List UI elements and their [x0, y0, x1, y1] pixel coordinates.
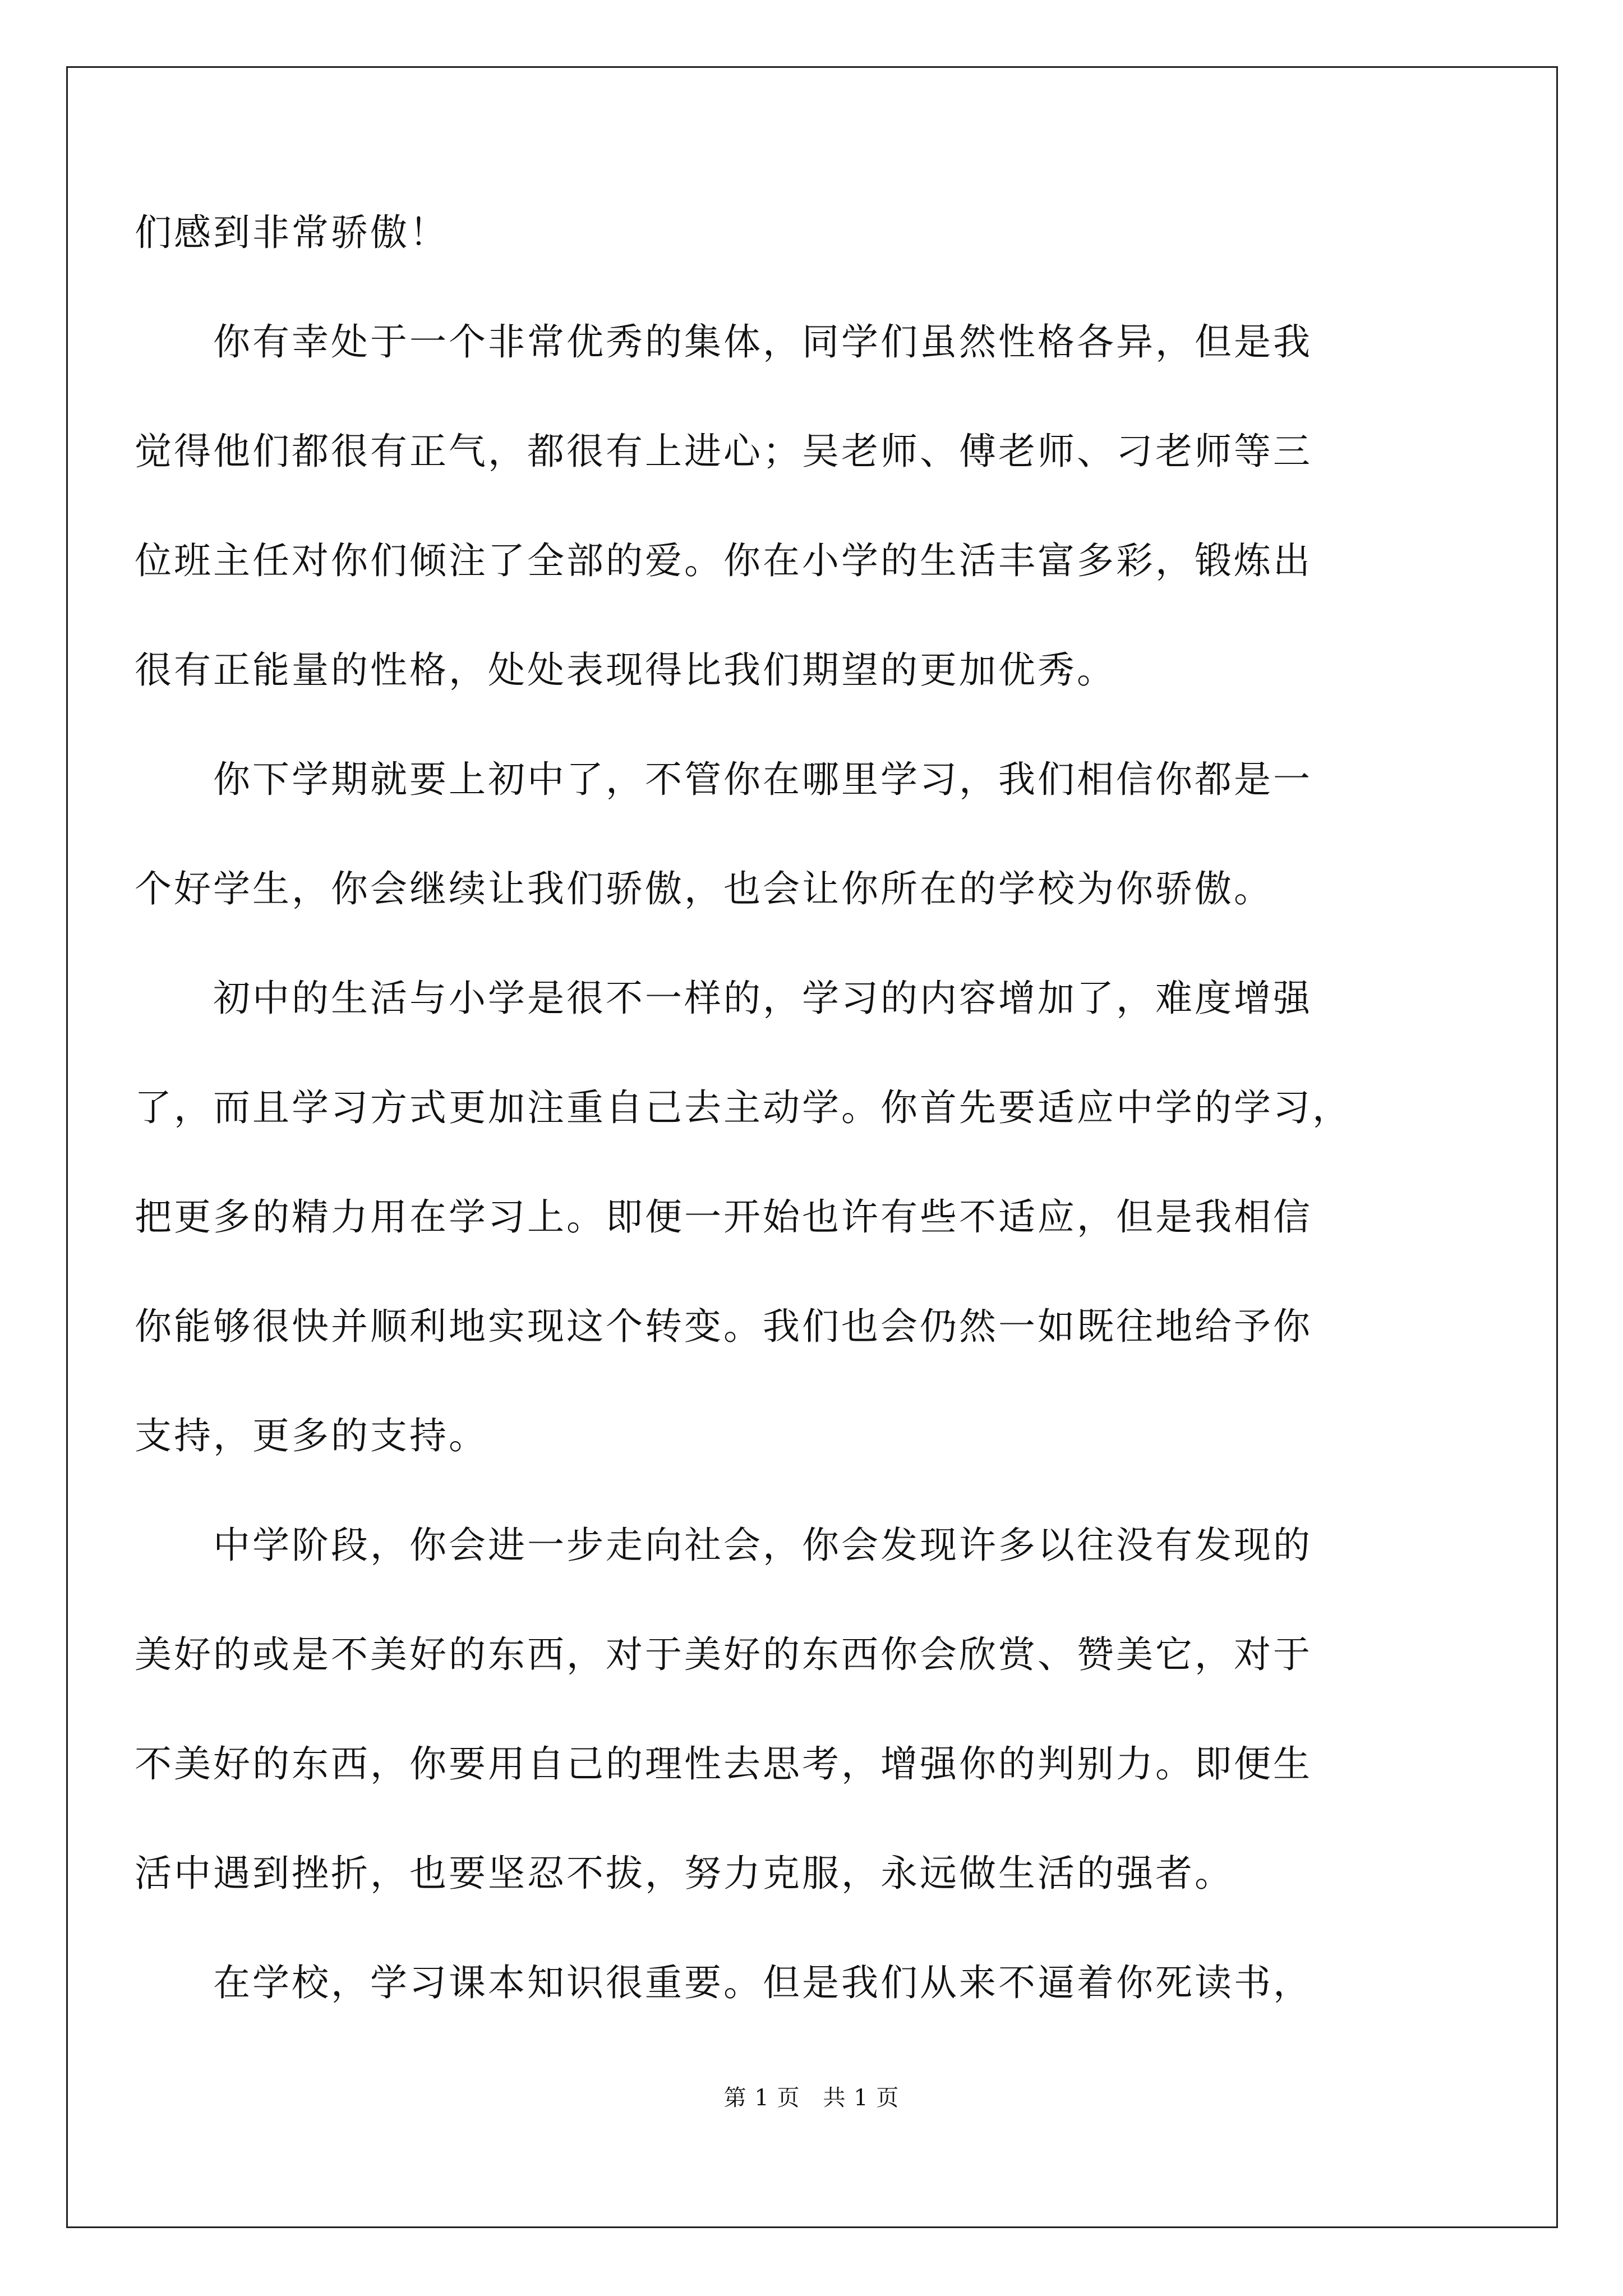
text-line: 活中遇到挫折，也要坚忍不拔，努力克服，永远做生活的强者。	[135, 1852, 1234, 1895]
text-line: 不美好的东西，你要用自己的理性去思考，增强你的判别力。即便生	[135, 1742, 1312, 1786]
text-line: 初中的生活与小学是很不一样的，学习的内容增加了，难度增强	[213, 977, 1312, 1020]
text-line: 你能够很快并顺利地实现这个转变。我们也会仍然一如既往地给予你	[135, 1305, 1312, 1348]
text-line: 很有正能量的性格，处处表现得比我们期望的更加优秀。	[135, 648, 1116, 692]
text-line: 个好学生，你会继续让我们骄傲，也会让你所在的学校为你骄傲。	[135, 867, 1273, 910]
page-number-footer: 第 1 页 共 1 页	[723, 2085, 900, 2111]
text-line: 支持，更多的支持。	[135, 1414, 488, 1457]
text-line: 们感到非常骄傲！	[135, 211, 449, 254]
page-border	[66, 66, 1558, 2228]
text-line: 美好的或是不美好的东西，对于美好的东西你会欣赏、赞美它，对于	[135, 1633, 1312, 1676]
text-line: 觉得他们都很有正气，都很有上进心；吴老师、傅老师、刁老师等三	[135, 430, 1312, 473]
text-line: 在学校，学习课本知识很重要。但是我们从来不逼着你死读书，	[213, 1961, 1312, 2004]
text-line: 把更多的精力用在学习上。即便一开始也许有些不适应，但是我相信	[135, 1195, 1312, 1239]
text-line: 中学阶段，你会进一步走向社会，你会发现许多以往没有发现的	[213, 1524, 1312, 1567]
text-line: 位班主任对你们倾注了全部的爱。你在小学的生活丰富多彩，锻炼出	[135, 539, 1312, 582]
text-line: 你下学期就要上初中了，不管你在哪里学习，我们相信你都是一	[213, 758, 1312, 801]
text-line: 你有幸处于一个非常优秀的集体，同学们虽然性格各异，但是我	[213, 320, 1312, 364]
text-line: 了，而且学习方式更加注重自己去主动学。你首先要适应中学的学习，	[135, 1086, 1352, 1129]
